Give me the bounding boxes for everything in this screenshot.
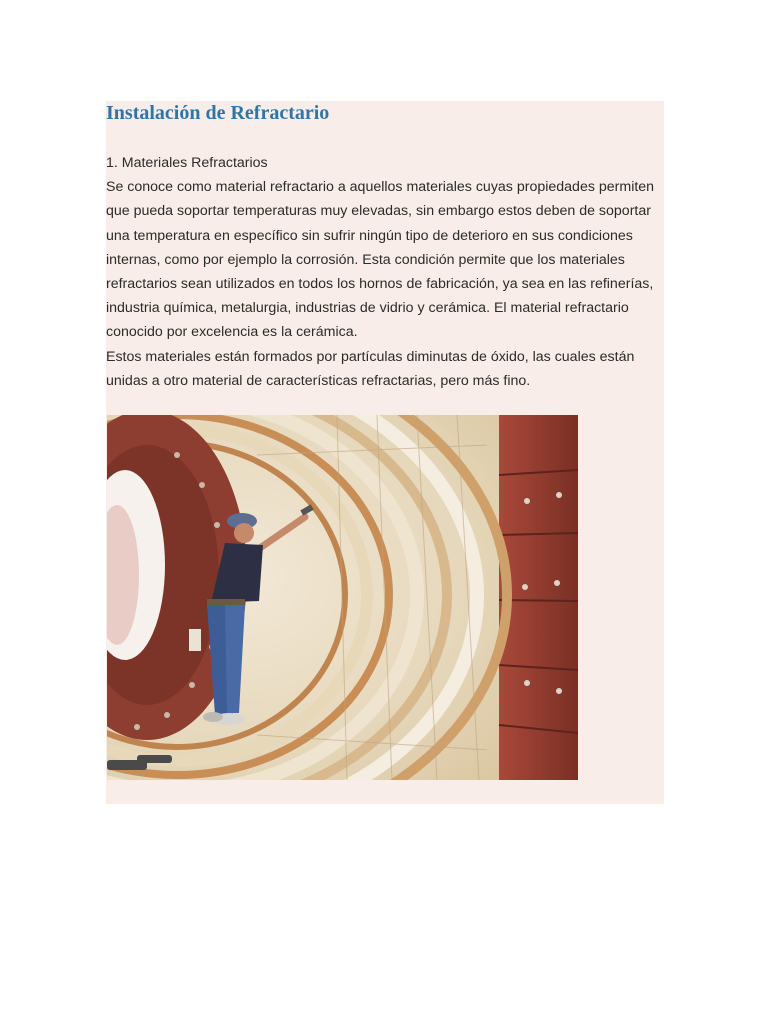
paragraph-2: Estos materiales están formados por partículas diminutas de óxido, las cuales están unidas a otro material de características refractarias, pero más fino. bbox=[106, 348, 635, 389]
section-heading: 1. Materiales Refractarios bbox=[106, 155, 268, 171]
kiln-photo bbox=[107, 415, 578, 780]
paragraph-1: Se conoce como material refractario a aquellos materiales cuyas propiedades permiten que pueda soportar temperaturas muy elevadas, sin embargo estos deben de soportar una temperatura en específico sin sufrir ningún tipo de deterioro en sus condiciones internas, como por ejemplo la corrosión. Esta condición permite que los materiales refractarios sean utilizados en todos los hornos de fabricación, ya sea en las refinerías, industria química, metalurgia, industrias de vidrio y cerámica. El material refractario conocido por excelencia es la cerámica. bbox=[106, 179, 655, 341]
document-title: Instalación de Refractario bbox=[106, 102, 330, 124]
document-body bbox=[106, 151, 666, 393]
